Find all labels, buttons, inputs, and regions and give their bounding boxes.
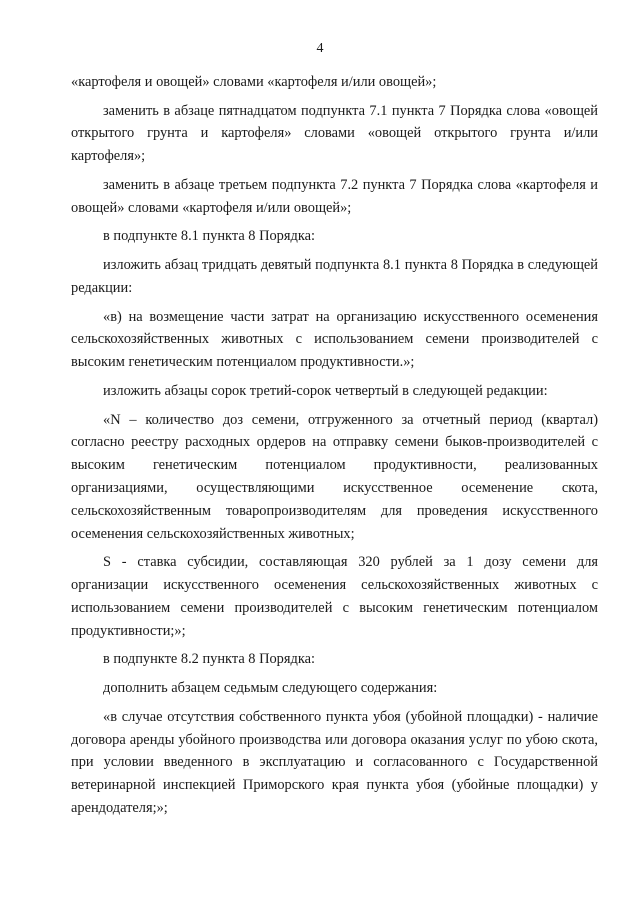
- paragraph: изложить абзацы сорок третий-сорок четвертый в следующей редакции:: [103, 382, 548, 399]
- page-number: 4: [316, 41, 324, 56]
- paragraph: «в) на возмещение части затрат на организацию искусственного осеменения сельскохозяйственных животных с использованием семени производителей с высоким генетическим потенциалом продуктивности.»;: [71, 308, 598, 371]
- paragraph: изложить абзац тридцать девятый подпункта 8.1 пункта 8 Порядка в следующей редакции:: [71, 257, 598, 296]
- paragraph: заменить в абзаце пятнадцатом подпункта 7.1 пункта 7 Порядка слова «овощей открытого грунта и картофеля» словами «овощей открытого грунта и/или картофеля»;: [71, 102, 598, 165]
- document-body: [71, 71, 598, 826]
- paragraph: в подпункте 8.1 пункта 8 Порядка:: [103, 228, 315, 245]
- paragraph: дополнить абзацем седьмым следующего содержания:: [103, 680, 438, 697]
- paragraph: «в случае отсутствия собственного пункта убоя (убойной площадки) - наличие договора аренды убойного производства или договора оказания услуг по убою скота, при условии введенного в эксплуатацию и согласованного с Государственной ветеринарной инспекцией Приморского края пункта убоя (убойные площадки) у арендодателя;»;: [71, 708, 598, 816]
- paragraph: «картофеля и овощей» словами «картофеля и/или овощей»;: [71, 74, 437, 90]
- paragraph: «N – количество доз семени, отгруженного за отчетный период (квартал) согласно реестру расходных ордеров на отправку семени быков-производителей с высоким генетическим потенциалом продуктивности, реализованных организациями, осуществляющими искусственное осеменение скота, сельскохозяйственным товаропроизводителям для проведения искусственного осеменения сельскохозяйственных животных;: [71, 411, 598, 542]
- paragraph: S - ставка субсидии, составляющая 320 рублей за 1 дозу семени для организации искусственного осеменения сельскохозяйственных животных с использованием семени производителей с высоким генетическим потенциалом продуктивности;»;: [71, 554, 598, 639]
- paragraph: заменить в абзаце третьем подпункта 7.2 пункта 7 Порядка слова «картофеля и овощей» словами «картофеля и/или овощей»;: [71, 176, 598, 216]
- paragraph: в подпункте 8.2 пункта 8 Порядка:: [103, 651, 315, 668]
